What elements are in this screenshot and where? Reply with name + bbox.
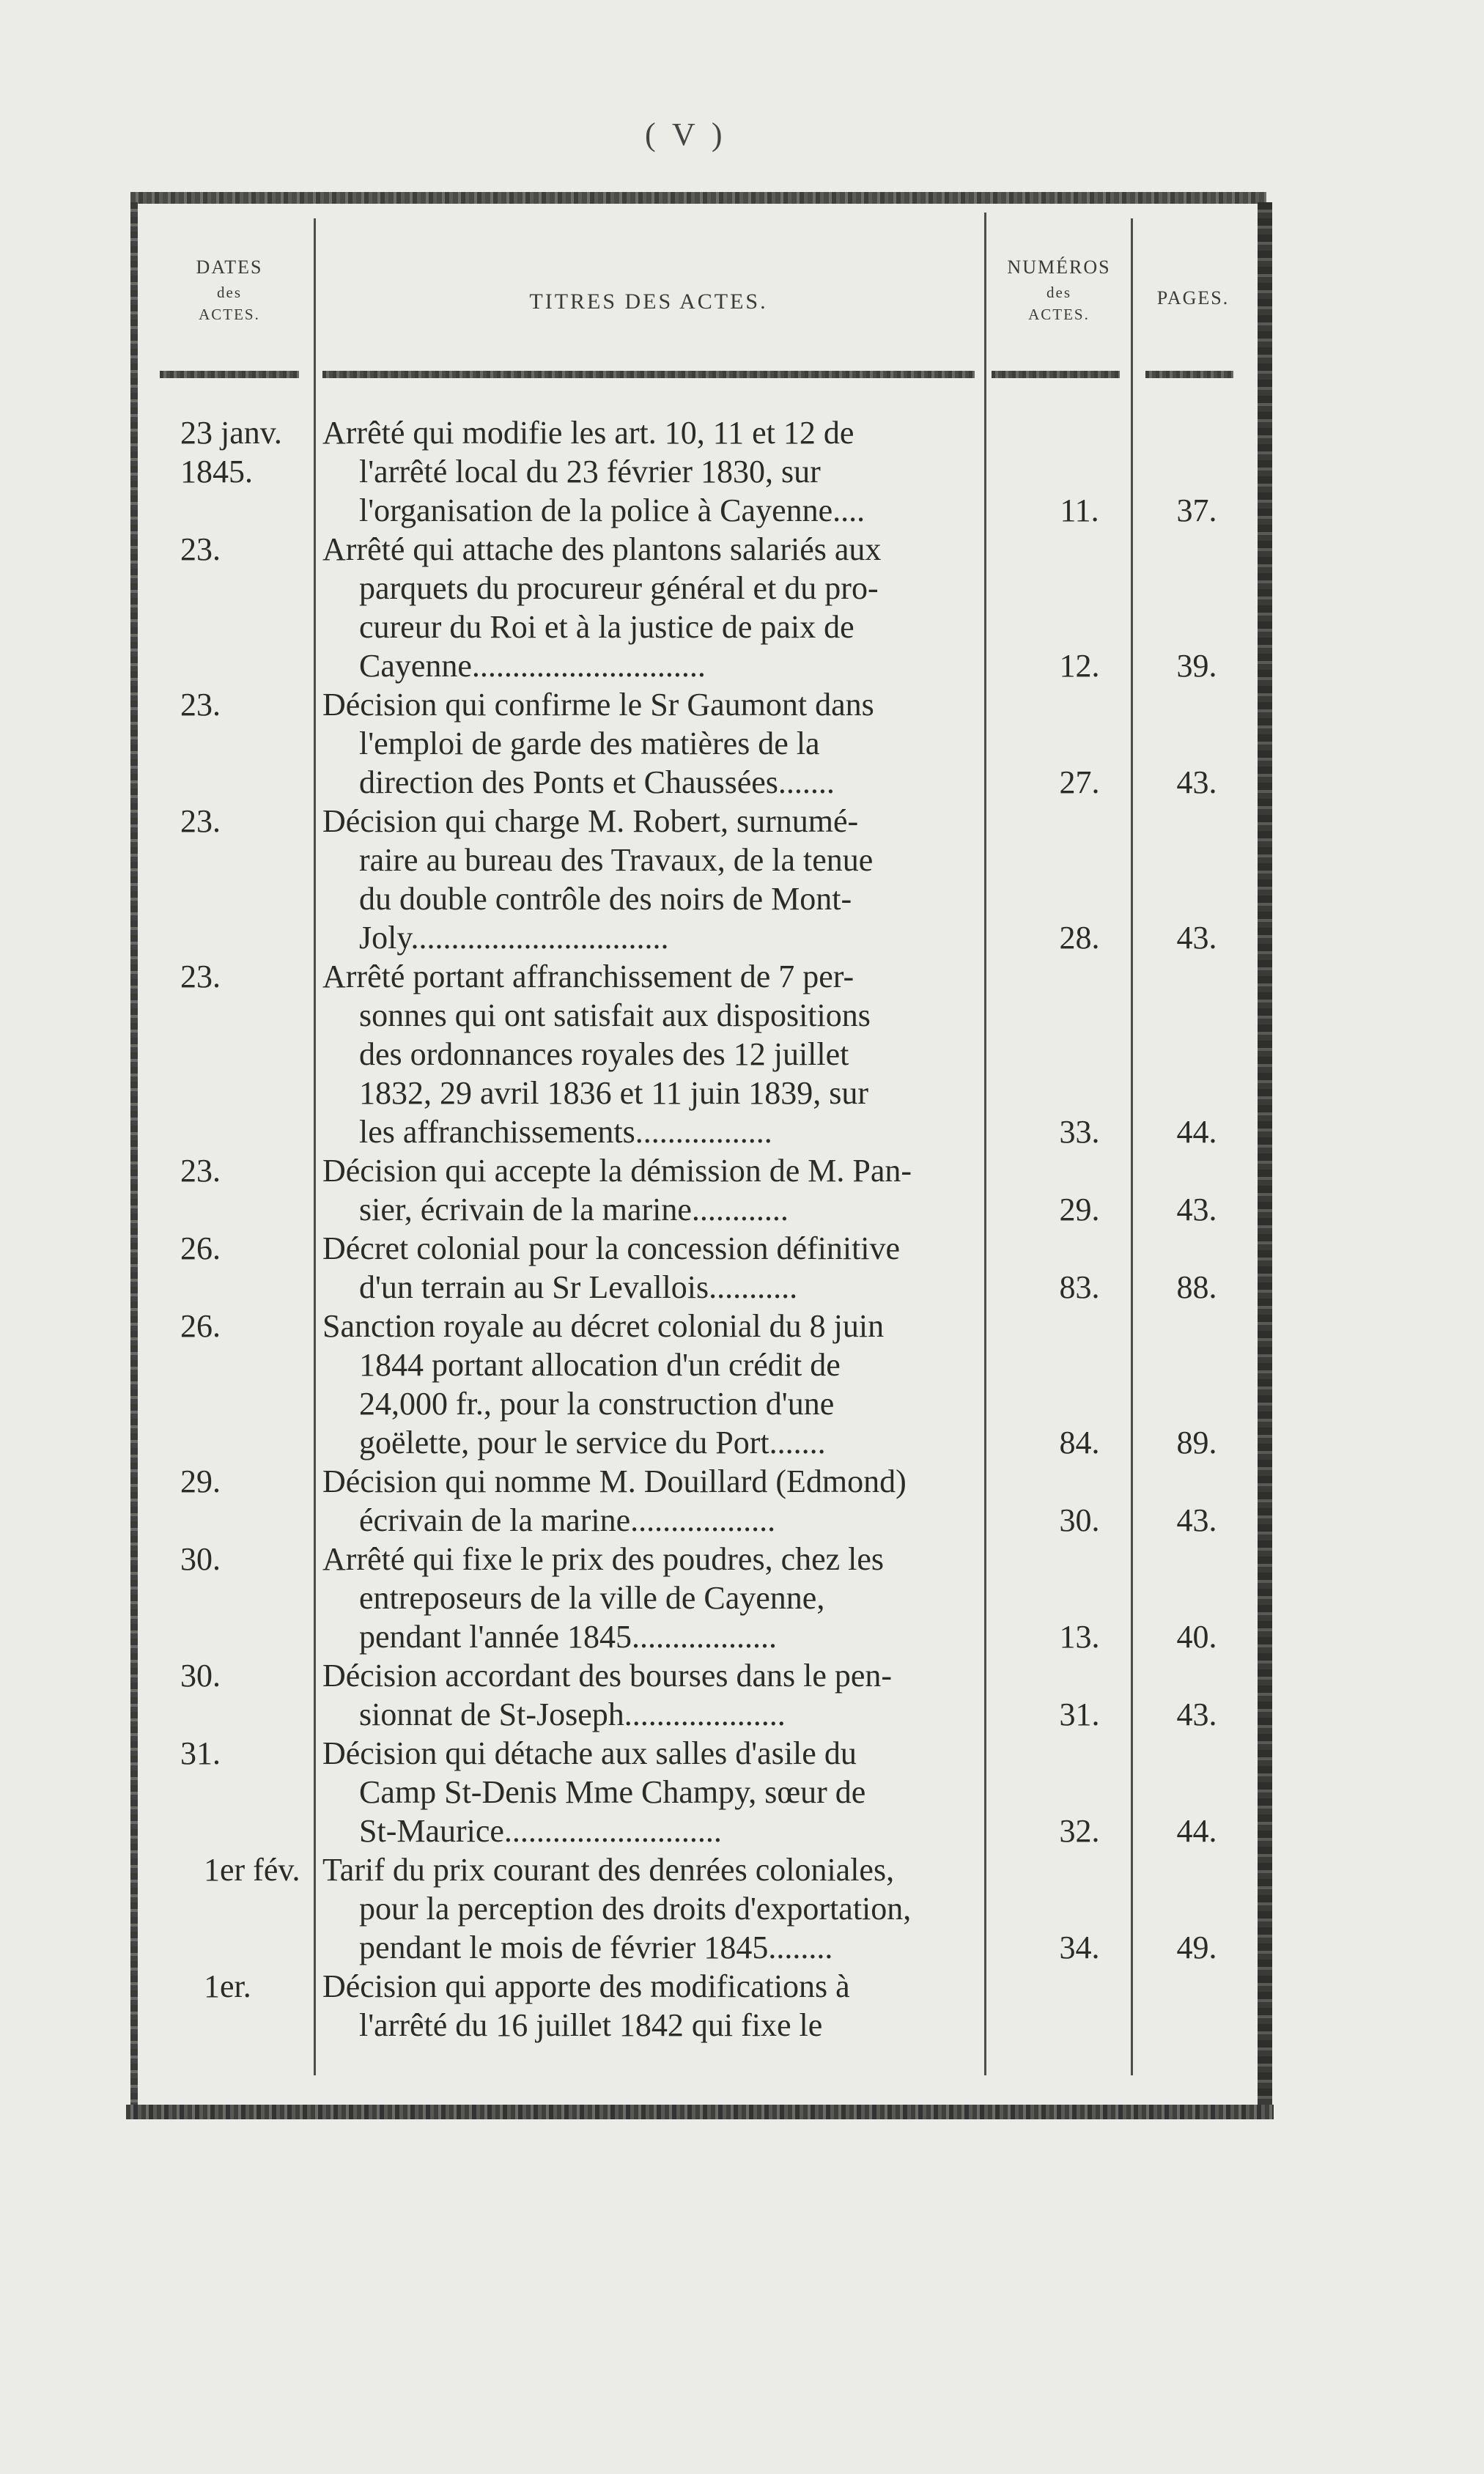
header-rule — [160, 371, 299, 378]
page-number: ( V ) — [645, 117, 727, 152]
act-date: 23. — [180, 531, 221, 567]
act-title-line: l'emploi de garde des matières de la — [359, 725, 820, 761]
act-number: 13. — [1059, 1619, 1100, 1655]
header-numbers-label: NUMÉROS — [1007, 256, 1111, 278]
act-date: 26. — [180, 1230, 221, 1266]
act-page: 44. — [1176, 1114, 1217, 1150]
act-number: 12. — [1059, 648, 1100, 684]
act-number: 32. — [1059, 1813, 1100, 1849]
act-title-line: Décision qui nomme M. Douillard (Edmond) — [322, 1463, 907, 1499]
act-title-line: 1832, 29 avril 1836 et 11 juin 1839, sur — [359, 1075, 868, 1111]
header-pages: PAGES. — [1156, 287, 1230, 309]
act-title-line: Sanction royale au décret colonial du 8 juin — [322, 1308, 885, 1344]
acts-table — [130, 192, 1266, 2119]
act-date: 1er. — [204, 1968, 251, 2004]
act-title-line: 1844 portant allocation d'un crédit de — [359, 1347, 841, 1383]
act-title-line: Décision qui détache aux salles d'asile du — [322, 1735, 857, 1771]
act-title — [322, 530, 986, 685]
act-title-line: Décision qui confirme le Sr Gaumont dans — [322, 687, 874, 723]
act-title — [322, 1229, 986, 1307]
act-title-line: raire au bureau des Travaux, de la tenue — [359, 842, 874, 878]
act-page: 39. — [1176, 648, 1217, 684]
act-date: 23 janv. 1845. — [180, 415, 282, 490]
act-title-line: pendant le mois de février 1845........ — [359, 1930, 833, 1965]
act-title-line: Cayenne............................. — [359, 648, 706, 684]
act-title-line: écrivain de la marine.................. — [359, 1502, 776, 1538]
act-page: 43. — [1176, 920, 1217, 956]
act-date: 26. — [180, 1308, 221, 1344]
act-title-line: pendant l'année 1845.................. — [359, 1619, 778, 1655]
header-titles: TITRES DES ACTES. — [529, 289, 768, 314]
act-title-line: direction des Ponts et Chaussées....... — [359, 764, 835, 800]
act-title-line: 24,000 fr., pour la construction d'une — [359, 1386, 835, 1422]
act-page: 37. — [1176, 492, 1217, 528]
act-title-line: Arrêté portant affranchissement de 7 per- — [322, 959, 854, 994]
act-title-line: l'arrêté du 16 juillet 1842 qui fixe le — [359, 2007, 823, 2043]
left-border — [130, 202, 138, 2106]
act-title-line: Décision qui apporte des modifications à — [322, 1968, 850, 2004]
act-date: 23. — [180, 1153, 221, 1189]
header-dates-label: DATES — [196, 256, 263, 278]
act-number: 30. — [1059, 1502, 1100, 1538]
act-title — [322, 1734, 986, 1850]
act-number: 29. — [1059, 1192, 1100, 1227]
header-rule — [1145, 371, 1233, 378]
act-title-line: les affranchissements................. — [359, 1114, 772, 1150]
act-number: 33. — [1059, 1114, 1100, 1150]
act-date: 29. — [180, 1463, 221, 1499]
act-title-line: Décret colonial pour la concession définitive — [322, 1230, 901, 1266]
act-title-line: Camp St-Denis Mme Champy, sœur de — [359, 1774, 866, 1810]
act-title — [322, 1850, 986, 1967]
act-title — [322, 1307, 986, 1462]
top-rule — [130, 192, 1266, 204]
header-dates — [160, 254, 299, 326]
act-number: 28. — [1059, 920, 1100, 956]
act-date: 31. — [180, 1735, 221, 1771]
act-page: 49. — [1176, 1930, 1217, 1965]
act-number: 11. — [1060, 492, 1099, 528]
act-title-line: pour la perception des droits d'exportation, — [359, 1891, 912, 1927]
act-title-line: entreposeurs de la ville de Cayenne, — [359, 1580, 825, 1616]
act-page: 89. — [1176, 1425, 1217, 1461]
act-page: 43. — [1176, 1502, 1217, 1538]
act-title-line: d'un terrain au Sr Levallois........... — [359, 1269, 798, 1305]
act-number: 34. — [1059, 1930, 1100, 1965]
act-title-line: du double contrôle des noirs de Mont- — [359, 881, 852, 917]
act-title-line: sionnat de St-Joseph.................... — [359, 1696, 786, 1732]
act-date: 23. — [180, 687, 221, 723]
act-page: 44. — [1176, 1813, 1217, 1849]
header-rule — [322, 371, 975, 378]
header-rule — [992, 371, 1120, 378]
column-divider — [314, 218, 316, 2075]
act-title — [322, 802, 986, 957]
act-title-line: des ordonnances royales des 12 juillet — [359, 1036, 849, 1072]
act-number: 83. — [1059, 1269, 1100, 1305]
act-date: 1er fév. — [204, 1852, 300, 1888]
act-title — [322, 685, 986, 802]
header-numbers-des: des — [1046, 283, 1071, 301]
act-title-line: cureur du Roi et à la justice de paix de — [359, 609, 854, 645]
act-title — [322, 413, 986, 530]
header-dates-des: des — [217, 283, 242, 301]
act-title-line: l'arrêté local du 23 février 1830, sur — [359, 454, 821, 490]
act-number: 84. — [1059, 1425, 1100, 1461]
right-border — [1258, 202, 1272, 2106]
header-numbers-actes: ACTES. — [1028, 306, 1090, 324]
act-title — [322, 1462, 986, 1540]
act-title — [322, 1540, 986, 1656]
act-date: 30. — [180, 1658, 221, 1694]
act-page: 43. — [1176, 1696, 1217, 1732]
act-title — [322, 1151, 986, 1229]
act-title-line: goëlette, pour le service du Port....... — [359, 1425, 826, 1461]
act-number: 31. — [1059, 1696, 1100, 1732]
act-title-line: Décision qui charge M. Robert, surnumé- — [322, 803, 859, 839]
act-title — [322, 957, 986, 1151]
act-page: 43. — [1176, 764, 1217, 800]
act-title-line: Joly................................ — [359, 920, 669, 956]
act-title-line: sier, écrivain de la marine............ — [359, 1192, 789, 1227]
act-date: 23. — [180, 959, 221, 994]
act-title-line: l'organisation de la police à Cayenne.... — [359, 492, 865, 528]
act-date: 30. — [180, 1541, 221, 1577]
act-title-line: Décision accordant des bourses dans le pen- — [322, 1658, 893, 1694]
act-title — [322, 1656, 986, 1734]
bottom-rule — [126, 2105, 1274, 2119]
act-title-line: sonnes qui ont satisfait aux dispositions — [359, 997, 871, 1033]
header-dates-actes: ACTES. — [199, 306, 260, 324]
act-title-line: parquets du procureur général et du pro- — [359, 570, 879, 606]
act-page: 40. — [1176, 1619, 1217, 1655]
act-date: 23. — [180, 803, 221, 839]
act-title-line: Tarif du prix courant des denrées coloniales, — [322, 1852, 895, 1888]
act-title-line: Décision qui accepte la démission de M. Pan- — [322, 1153, 912, 1189]
act-title — [322, 1967, 986, 2045]
act-title-line: Arrêté qui fixe le prix des poudres, chez les — [322, 1541, 885, 1577]
act-title-line: Arrêté qui attache des plantons salariés aux — [322, 531, 882, 567]
act-title-line: St-Maurice........................... — [359, 1813, 722, 1849]
act-number: 27. — [1059, 764, 1100, 800]
header-numbers — [989, 254, 1129, 326]
act-page: 88. — [1176, 1269, 1217, 1305]
act-title-line: Arrêté qui modifie les art. 10, 11 et 12 de — [322, 415, 854, 451]
act-page: 43. — [1176, 1192, 1217, 1227]
